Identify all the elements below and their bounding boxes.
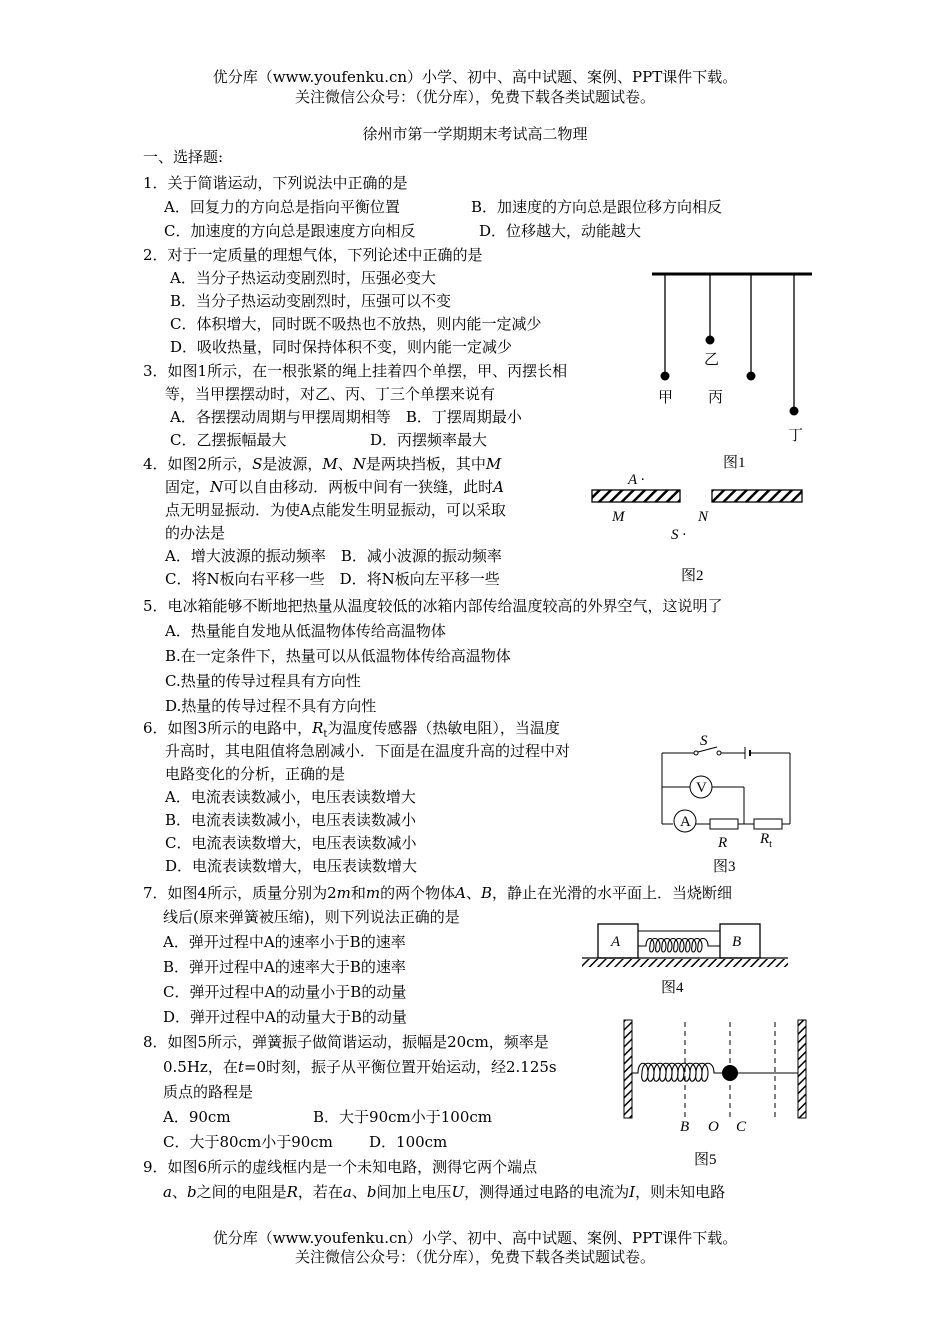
q1-option-b: B．加速度的方向总是跟位移方向相反 bbox=[471, 198, 723, 216]
q6-line-1: 6．如图3所示的电路中，$R_t$为温度传感器（热敏电阻），当温度 bbox=[143, 719, 560, 740]
q5-option-c: C.热量的传导过程具有方向性 bbox=[165, 672, 361, 690]
q8-option-d: D．100cm bbox=[369, 1133, 448, 1151]
q6-line-2: 升高时，其电阻值将急剧减小．下面是在温度升高的过程中对 bbox=[165, 742, 571, 760]
figure-5-caption: 图5 bbox=[694, 1152, 717, 1168]
q3-stem-1: 3．如图1所示，在一根张紧的绳上挂着四个单摆，甲、丙摆长相 bbox=[143, 362, 568, 380]
q4-line-2: 固定，N可以自由移动．两板中间有一狭缝，此时A bbox=[165, 478, 504, 496]
pendulum-jia-bob bbox=[661, 372, 670, 381]
figure-3-circuit bbox=[650, 725, 800, 877]
q1-option-a: A．回复力的方向总是指向平衡位置 bbox=[164, 198, 400, 216]
label-yi: 乙 bbox=[704, 352, 720, 368]
q8-line-2: 0.5Hz，在t=0时刻，振子从平衡位置开始运动，经2.125s bbox=[163, 1058, 557, 1076]
label-r: R bbox=[718, 835, 728, 851]
q2-stem: 2．对于一定质量的理想气体，下列论述中正确的是 bbox=[143, 246, 483, 264]
ammeter-label: A bbox=[680, 814, 691, 830]
spring bbox=[638, 939, 720, 953]
label-jia: 甲 bbox=[658, 390, 674, 406]
label-m: M bbox=[612, 509, 625, 525]
resistor-r bbox=[710, 819, 738, 829]
voltmeter-label: V bbox=[696, 780, 707, 796]
q1-option-c: C．加速度的方向总是跟速度方向相反 bbox=[164, 222, 416, 240]
figure-4-blocks bbox=[578, 918, 793, 1000]
q7-option-b: B．弹开过程中A的速率大于B的速率 bbox=[163, 958, 406, 976]
pendulum-bing-bob bbox=[747, 372, 756, 381]
barrier-m bbox=[592, 490, 680, 502]
figure-1-caption: 图1 bbox=[723, 455, 746, 471]
header-line-2: 关注微信公众号：（优分库），免费下载各类试题试卷。 bbox=[294, 88, 655, 106]
label-switch-s: S bbox=[700, 733, 708, 749]
barrier-n bbox=[712, 490, 802, 502]
q8-option-b: B．大于90cm小于100cm bbox=[313, 1108, 492, 1126]
q2-option-d: D．吸收热量，同时保持体积不变，则内能一定减少 bbox=[170, 338, 513, 356]
q5-option-a: A．热量能自发地从低温物体传给高温物体 bbox=[165, 622, 446, 640]
switch-contact-left bbox=[694, 751, 698, 755]
q7-option-c: C．弹开过程中A的动量小于B的动量 bbox=[163, 983, 407, 1001]
q8-line-1: 8．如图5所示，弹簧振子做简谐运动，振幅是20cm，频率是 bbox=[143, 1033, 549, 1051]
figure-5-oscillator bbox=[618, 1018, 813, 1173]
q2-option-c: C．体积增大，同时既不吸热也不放热，则内能一定减少 bbox=[170, 315, 542, 333]
q7-option-d: D．弹开过程中A的动量大于B的动量 bbox=[163, 1008, 407, 1026]
q4-options-cd: C．将N板向右平移一些 D．将N板向左平移一些 bbox=[165, 570, 500, 588]
q9-line-1: 9．如图6所示的虚线框内是一个未知电路，测得它两个端点 bbox=[143, 1158, 538, 1176]
q4-options-ab: A．增大波源的振动频率 B．减小波源的振动频率 bbox=[165, 547, 502, 565]
q6-option-d: D．电流表读数增大，电压表读数增大 bbox=[165, 857, 418, 875]
q3-option-c: C．乙摆振幅最大 bbox=[170, 431, 287, 449]
label-n: N bbox=[698, 509, 709, 525]
q3-option-d: D．丙摆频率最大 bbox=[370, 431, 488, 449]
footer-line-2: 关注微信公众号：（优分库），免费下载各类试题试卷。 bbox=[294, 1248, 655, 1266]
q5-option-d: D.热量的传导过程不具有方向性 bbox=[165, 697, 377, 715]
spring bbox=[632, 1063, 722, 1081]
q5-stem: 5．电冰箱能够不断地把热量从温度较低的冰箱内部传给温度较高的外界空气，这说明了 bbox=[143, 597, 723, 615]
label-rt: $R_t$ bbox=[760, 831, 772, 850]
thermistor-rt bbox=[754, 819, 782, 829]
label-block-b: B bbox=[732, 934, 742, 950]
q4-line-3: 点无明显振动．为使A点能发生明显振动，可以采取 bbox=[165, 501, 506, 519]
q3-stem-2: 等，当甲摆摆动时，对乙、丙、丁三个单摆来说有 bbox=[165, 385, 496, 403]
label-block-a: A bbox=[611, 934, 621, 950]
q8-line-3: 质点的路程是 bbox=[163, 1083, 254, 1101]
q3-options-ab: A．各摆摆动周期与甲摆周期相等 B．丁摆周期最小 bbox=[170, 408, 522, 426]
q2-option-a: A．当分子热运动变剧烈时，压强必变大 bbox=[170, 269, 436, 287]
oscillator-ball bbox=[722, 1065, 738, 1081]
figure-2-barriers bbox=[588, 466, 808, 588]
q2-option-b: B．当分子热运动变剧烈时，压强可以不变 bbox=[170, 292, 452, 310]
q6-option-a: A．电流表读数减小，电压表读数增大 bbox=[165, 788, 416, 806]
label-b: B bbox=[680, 1119, 690, 1135]
q6-option-c: C．电流表读数增大，电压表读数减小 bbox=[165, 834, 417, 852]
figure-1-pendulums bbox=[640, 262, 830, 474]
pendulum-yi-bob bbox=[706, 336, 715, 345]
label-c: C bbox=[736, 1119, 747, 1135]
q9-line-2: a、b之间的电阻是R，若在a、b间加上电压U，测得通过电路的电流为I，则未知电路 bbox=[163, 1183, 726, 1201]
q6-line-3: 电路变化的分析，正确的是 bbox=[165, 765, 346, 783]
q1-stem: 1．关于简谐运动，下列说法中正确的是 bbox=[143, 174, 408, 192]
page-title: 徐州市第一学期期末考试高二物理 bbox=[362, 125, 588, 143]
figure-2-caption: 图2 bbox=[681, 568, 704, 584]
q8-option-a: A．90cm bbox=[163, 1108, 231, 1126]
left-wall bbox=[624, 1020, 632, 1118]
label-ding: 丁 bbox=[788, 428, 804, 444]
q8-option-c: C．大于80cm小于90cm bbox=[163, 1133, 333, 1151]
q4-line-4: 的办法是 bbox=[165, 524, 226, 542]
q7-line-2: 线后(原来弹簧被压缩)，则下列说法正确的是 bbox=[163, 908, 460, 926]
figure-4-caption: 图4 bbox=[661, 980, 684, 996]
q6-option-b: B．电流表读数减小，电压表读数减小 bbox=[165, 811, 417, 829]
q7-option-a: A．弹开过程中A的速率小于B的速率 bbox=[163, 933, 406, 951]
floor-hatch bbox=[582, 959, 788, 967]
label-bing: 丙 bbox=[708, 390, 724, 406]
label-source-s: S · bbox=[671, 527, 686, 543]
right-wall bbox=[798, 1020, 806, 1118]
q1-option-d: D．位移越大，动能越大 bbox=[479, 222, 642, 240]
figure-3-caption: 图3 bbox=[713, 859, 736, 875]
label-point-a: A · bbox=[628, 472, 645, 488]
label-o: O bbox=[708, 1119, 719, 1135]
header-line-1: 优分库（www.youfenku.cn）小学、初中、高中试题、案例、PPT课件下载。 bbox=[212, 68, 738, 86]
q7-line-1: 7．如图4所示，质量分别为2m和m的两个物体A、B，静止在光滑的水平面上．当烧断细 bbox=[143, 884, 733, 902]
q4-line-1: 4．如图2所示，S是波源，M、N是两块挡板，其中M bbox=[143, 455, 502, 473]
pendulum-ding-bob bbox=[790, 407, 799, 416]
footer-line-1: 优分库（www.youfenku.cn）小学、初中、高中试题、案例、PPT课件下载。 bbox=[212, 1229, 738, 1247]
q5-option-b: B.在一定条件下，热量可以从低温物体传给高温物体 bbox=[165, 647, 511, 665]
section-heading: 一、选择题: bbox=[143, 148, 224, 166]
